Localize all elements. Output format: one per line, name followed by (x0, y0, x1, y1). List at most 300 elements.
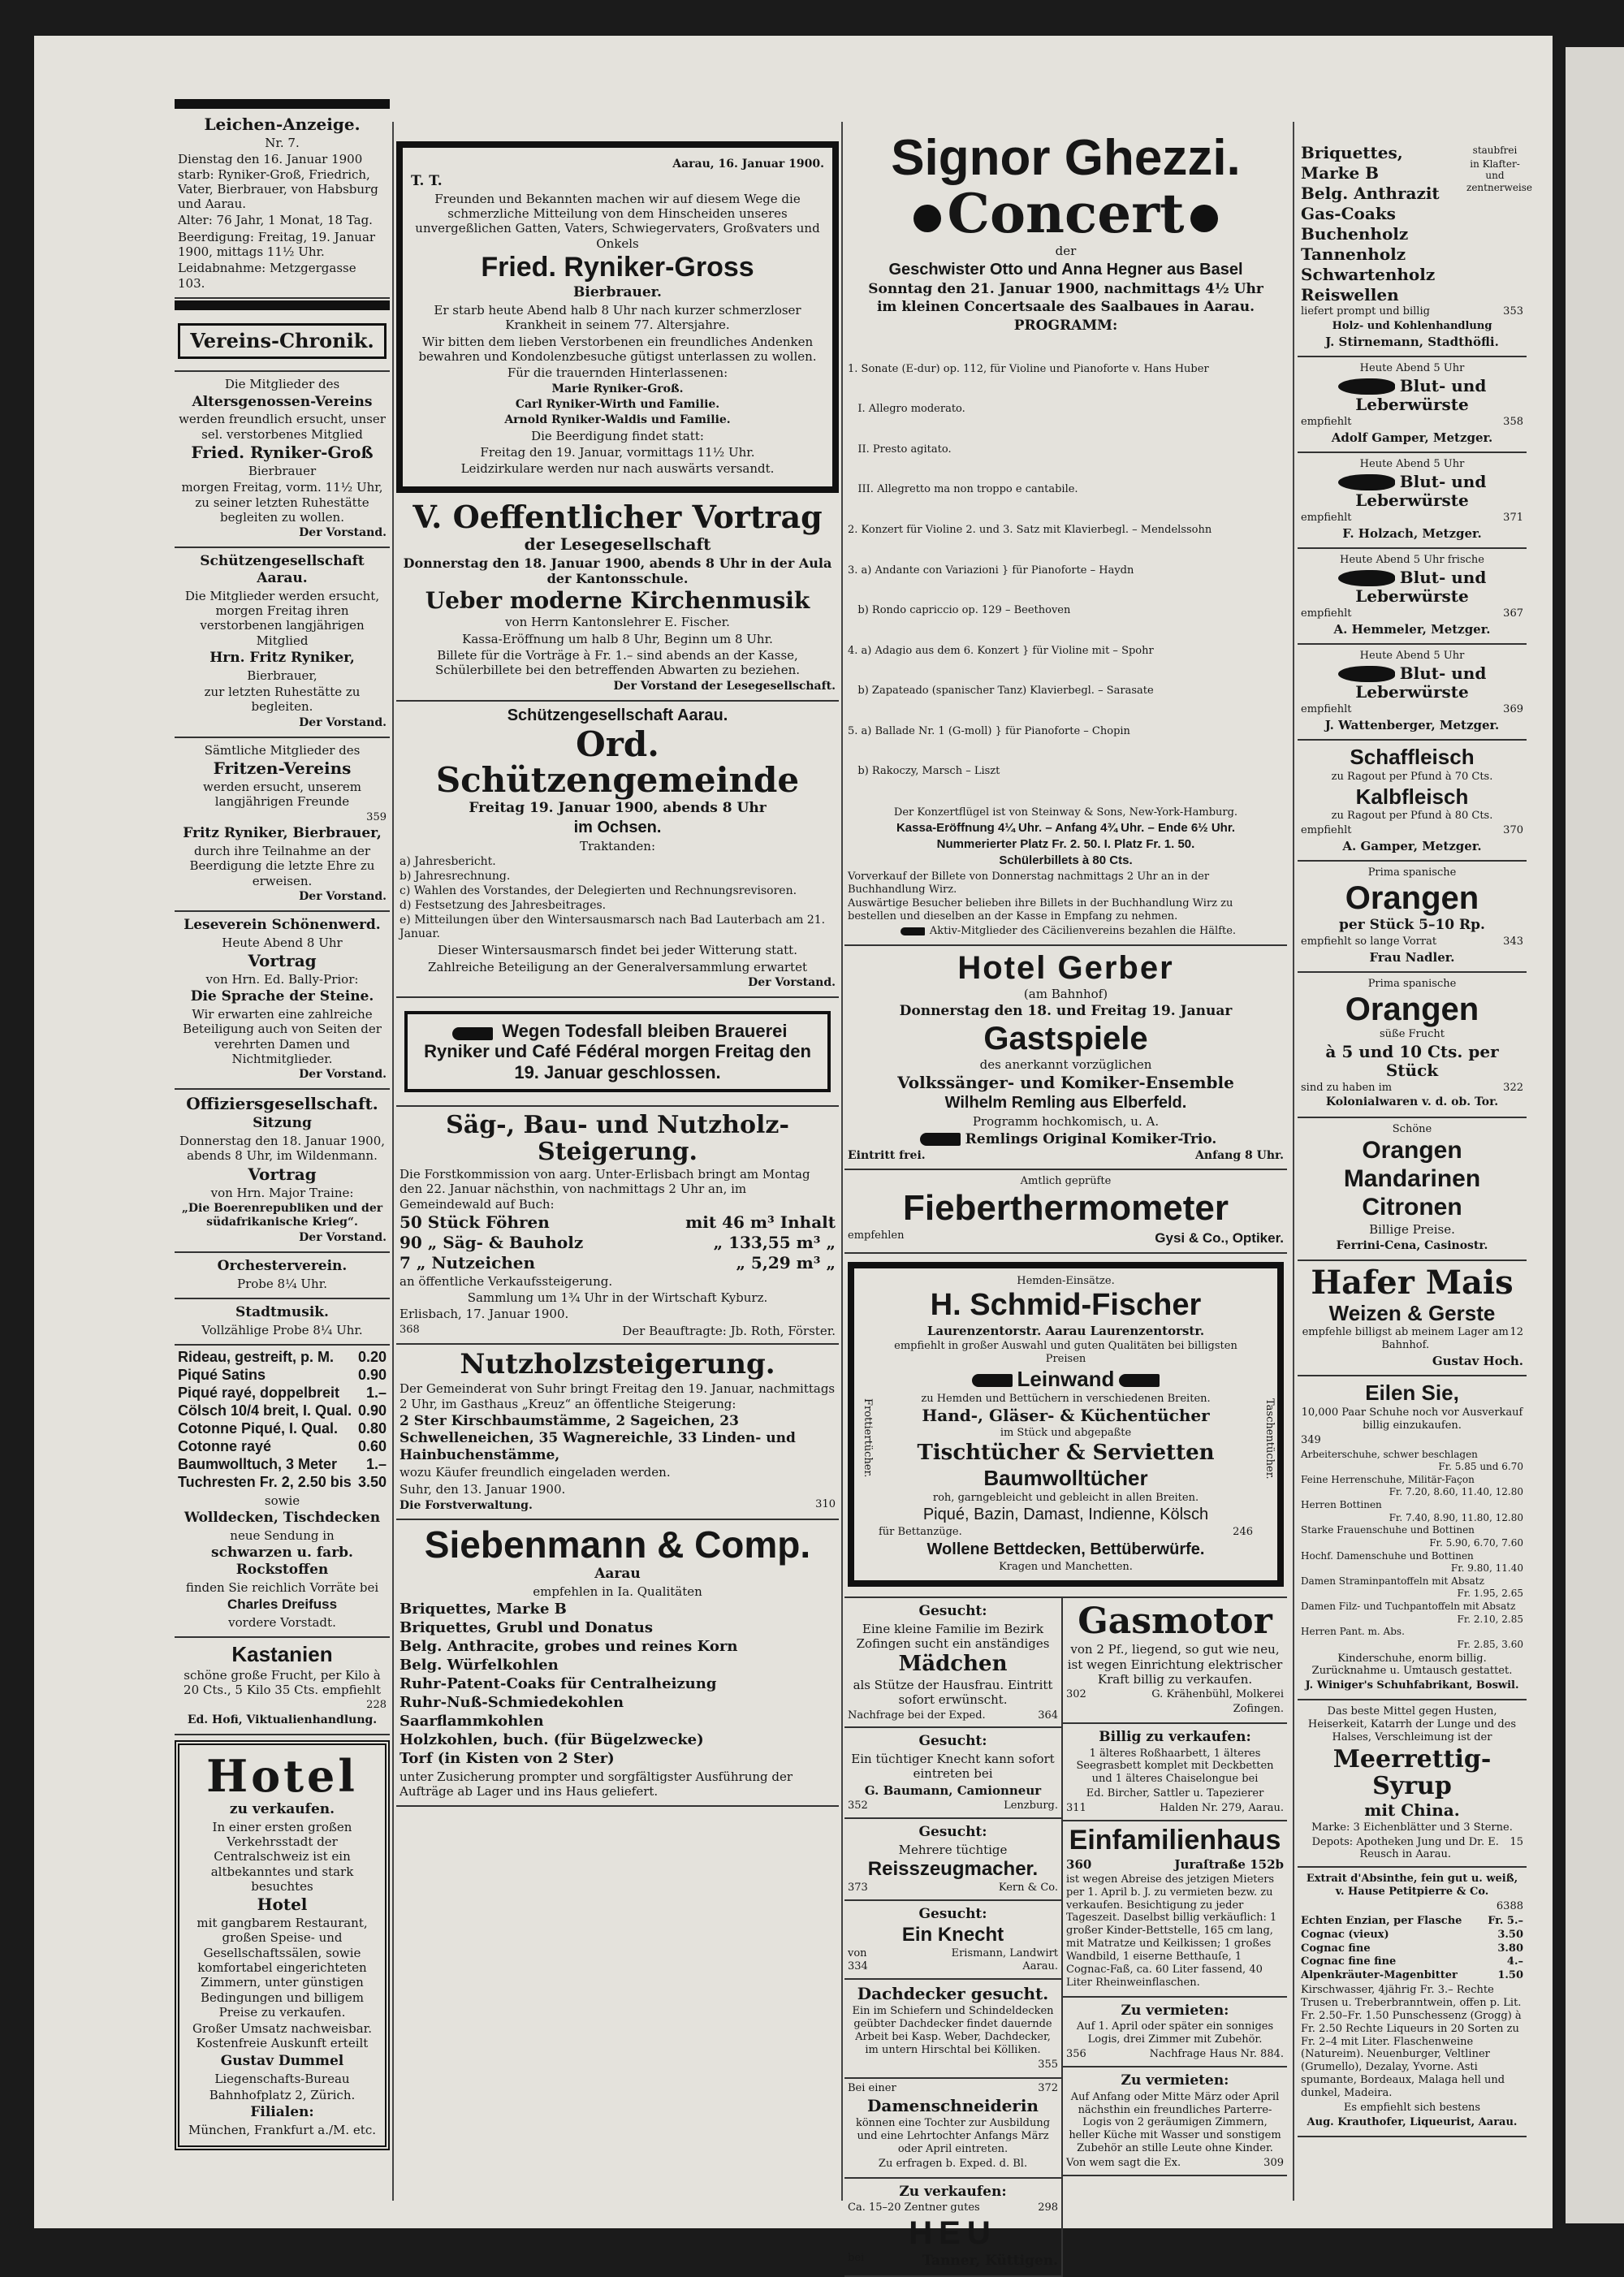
ad-topic: Die Sprache der Steine. (190, 988, 374, 1005)
ad-text: Anfang 8 Uhr. (1195, 1149, 1284, 1163)
ad-title: Siebenmann & Comp. (424, 1523, 811, 1566)
ad-text: Eintritt frei. (848, 1149, 926, 1163)
ad-text: Der Konzertflügel ist von Steinway & Sons, New-York-Hamburg. (893, 806, 1238, 819)
price-item: Cotonne rayé (178, 1438, 272, 1455)
ad-number: 302 (1066, 1688, 1086, 1701)
ad-firm: Gustav Dummel (220, 2052, 344, 2069)
ad-signature: Der Vorstand. (299, 1068, 387, 1082)
shoe-item: Herren Pant. m. Abs. (1301, 1626, 1405, 1638)
ad-text: wozu Käufer freundlich eingeladen werden. (400, 1465, 671, 1480)
ad-title: Dachdecker gesucht. (857, 1984, 1049, 2004)
ad-title: Blut- und Leberwürste (1355, 567, 1487, 606)
ad-number: 343 (1503, 935, 1523, 948)
pointing-hand-icon (452, 1027, 493, 1040)
ad-text: Programm hochkomisch, u. A. (972, 1114, 1160, 1130)
notice-text: Wegen Todesfall bleiben Brauerei Ryniker und Café Fédéral morgen Freitag den 19. Januar geschlossen. (424, 1021, 811, 1082)
ad-text: Bierbrauer. (573, 284, 662, 301)
ad-footer (1301, 935, 1523, 948)
ad-firm: Frau Nadler. (1369, 949, 1455, 965)
ad-text: bei (848, 2252, 865, 2265)
ad-signature: Der Beauftragte: Jb. Roth, Förster. (622, 1323, 836, 1338)
ad-footer (1066, 1688, 1284, 1701)
ad-footer (400, 1498, 836, 1514)
ornament-icon (914, 205, 941, 232)
coal-item: Belg. Würfelkohlen (400, 1657, 559, 1674)
rule-bar (175, 300, 390, 310)
dreifuss-price-list (175, 1346, 390, 1638)
ad-text: Alter: 76 Jahr, 1 Monat, 18 Tag. (178, 213, 373, 228)
ad-text: von (848, 1947, 867, 1960)
ad-text: werden ersucht, unserem langjährigen Freunde (203, 779, 361, 810)
ad-text: Es empfiehlt sich bestens (1343, 2101, 1481, 2114)
ad-number: 371 (1503, 511, 1523, 524)
ad-title: Kalbfleisch (1355, 784, 1469, 809)
coal-item: Briquettes, Grubl und Donatus (400, 1619, 653, 1637)
fuel-item: Belg. Anthrazit (1301, 184, 1440, 203)
column-rule (841, 122, 843, 2201)
meerrettig-ad (1298, 1700, 1527, 1868)
price-item: Tuchresten Fr. 2, 2.50 bis (178, 1473, 352, 1490)
ad-title: Reisszeugmacher. (867, 1857, 1039, 1880)
ad-text: Vollzählige Probe 8¼ Uhr. (201, 1323, 363, 1338)
ad-text: Depots: Apotheken Jung und Dr. E. Reusch in Aarau. (1311, 1835, 1499, 1861)
shoe-item: Starke Frauenschuhe und Bottinen (1301, 1524, 1475, 1536)
ad-signature: Die Forstverwaltung. (400, 1498, 533, 1512)
price-value: 0.90 (357, 1367, 387, 1384)
pointing-hand-icon (920, 1133, 961, 1146)
ad-text: sind zu haben im (1301, 1081, 1393, 1094)
ad-heading: Vortrag (248, 1164, 317, 1184)
shoe-item: Damen Straminpantoffeln mit Absatz (1301, 1575, 1484, 1587)
ad-text: zu Hemden und Bettüchern in verschiedenen Breiten. (921, 1392, 1211, 1405)
damenschneiderin-ad (844, 2079, 1061, 2178)
ad-text: Dieser Wintersausmarsch findet bei jeder Witterung statt. (438, 943, 797, 958)
ad-text: Bei einer (848, 2082, 896, 2095)
ad-text: Filialen: (250, 2104, 314, 2121)
program-item: 1. Sonate (E-dur) op. 112, für Violine und Pianoforte v. Hans Huber (848, 362, 1209, 375)
ad-signature: Der Vorstand. (299, 526, 387, 540)
ad-text: Billige Preise. (1369, 1222, 1455, 1238)
liquor-price: Fr. 5.– (1488, 1914, 1523, 1927)
ad-heading: der Lesegesellschaft (524, 534, 711, 554)
program-list (848, 336, 1284, 805)
ad-text: Zahlreiche Beteiligung an der Generalversammlung erwartet (428, 959, 807, 974)
ad-footer (1301, 1836, 1523, 1862)
ad-text: Wolldecken, Tischdecken (184, 1510, 381, 1527)
column-1 (175, 97, 390, 2160)
ad-text: schwarzen u. farb. Rockstoffen (211, 1545, 353, 1578)
ad-text: roh, garngebleicht und gebleicht in allen Breiten. (932, 1491, 1199, 1504)
liquor-row (1301, 1915, 1523, 1928)
ad-number: 309 (1263, 2156, 1284, 2169)
maedchen-ad (844, 1598, 1061, 1728)
ad-text: Wilhelm Remling aus Elberfeld. (944, 1094, 1187, 1113)
ad-price: à 5 und 10 Cts. per Stück (1325, 1041, 1499, 1080)
ad-text: vordere Vorstadt. (228, 1614, 336, 1630)
ad-text: können eine Tochter zur Ausbildung und eine Lehrtochter Anfangs März oder April eintreten. (855, 2117, 1051, 2155)
ad-footer (1301, 607, 1523, 620)
ad-heading: Tischtücher & Servietten (917, 1441, 1215, 1466)
liquor-item: Cognac fine (1301, 1942, 1371, 1955)
ad-text: Ein tüchtiger Knecht kann sofort eintreten bei (851, 1752, 1055, 1782)
price-row (178, 1385, 387, 1402)
shoe-row (1301, 1626, 1523, 1638)
ad-signature: Der Vorstand. (748, 976, 836, 989)
shoe-row (1301, 1524, 1523, 1536)
price-row (178, 1474, 387, 1492)
ad-text: Kassa-Eröffnung um halb 8 Uhr, Beginn um 8 Uhr. (462, 631, 773, 646)
ad-text: zu Ragout per Pfund à 70 Cts. (1331, 770, 1493, 783)
ad-title: Eilen Sie, (1365, 1380, 1459, 1406)
ad-text: für Bettanzüge. (879, 1526, 962, 1539)
ad-firm: J. Winiger's Schuhfabrikant, Boswil. (1305, 1679, 1519, 1692)
ad-text: Der Gemeinderat von Suhr bringt Freitag den 19. Januar, nachmittags 2 Uhr, im Gasthaus „Kreuz“ an öffentliche Steigerung: (400, 1381, 836, 1411)
ad-text: Ein im Schiefern und Schindeldecken geübter Dachdecker findet dauernde Arbeit bei Kasp. Weber, Dachdecker, im untern Hirschtal bei Kölliken. (852, 2005, 1054, 2056)
ad-text: Nachfrage bei der Exped. (848, 1709, 986, 1722)
price-value: 0.60 (357, 1438, 387, 1455)
side-label: Frottiertücher. (862, 1398, 874, 1478)
liquor-list (1301, 1915, 1523, 1982)
shoe-price: Fr. 9.80, 11.40 (1450, 1562, 1523, 1575)
ad-signature: Der Vorstand. (299, 889, 387, 903)
timber-row (400, 1234, 836, 1252)
ad-text: Er starb heute Abend halb 8 Uhr nach kurzer schmerzloser Krankheit in seinem 77. Altersjahre. (434, 303, 801, 333)
ad-text: des anerkannt vorzüglichen (979, 1057, 1152, 1073)
orangen-ad-1 (1298, 862, 1527, 973)
ad-text: Die Mitglieder werden ersucht, morgen Freitag ihren verstorbenen langjährigen Mitglied (184, 588, 380, 648)
ad-text: ist wegen Abreise des jetzigen Mieters per 1. April b. J. zu vermieten bezw. zu verkaufen. Besichtigung zu jeder Tageszeit. Daselbst billig verkäuflich: 1 großer Kinder-Bettstelle, 165 cm lang, mit Matratze und Keilkissen; 1 großes Wandbild, 1 eiserne Betthauſe, 1 Cognac-Faß, ca. 60 Liter fassend, 40 Liter Rheinweinflaschen. (1066, 1873, 1277, 1989)
siebenmann-ad (396, 1520, 839, 1808)
ad-title: Blut- und Leberwürste (1355, 471, 1487, 510)
ad-text: München, Frankfurt a./M. etc. (188, 2122, 376, 2137)
ad-text: durch ihre Teilnahme an der Beerdigung die letzte Ehre zu erweisen. (189, 844, 375, 888)
ad-text: empfehlen in Ia. Qualitäten (533, 1584, 702, 1599)
ad-text: Suhr, den 13. Januar 1900. (400, 1481, 566, 1497)
concert-title: Concert (947, 182, 1185, 246)
ad-text: (am Bahnhof) (1023, 987, 1108, 1002)
hotel-sale-ad (175, 1740, 390, 2150)
ad-footer (400, 1324, 836, 1338)
ad-text: staubfrei (1472, 145, 1518, 156)
ad-text: Donnerstag den 18. Januar 1900, abends 8 Uhr, im Wildenmann. (179, 1134, 386, 1164)
ad-number: 356 (1066, 2048, 1086, 2061)
ad-text: Wir erwarten eine zahlreiche Beteiligung auch von Seiten der verehrten Damen und Nichtmitglieder. (183, 1007, 382, 1067)
ad-heading: Extrait d'Absinthe, fein gut u. weiß, v. Hause Petitpierre & Co. (1306, 1873, 1518, 1899)
price-item: Piqué Satins (178, 1367, 266, 1384)
fuel-item: Buchenholz (1301, 224, 1409, 244)
ad-text: Sonntag den 21. Januar 1900, nachmittags 4½ Uhr (868, 280, 1263, 297)
ad-title: Hotel (206, 1750, 358, 1803)
holz-steigerung-ad (396, 1107, 839, 1345)
agenda-item: d) Festsetzung des Jahresbeitrages. (400, 899, 607, 913)
ad-heading: Vortrag (248, 951, 317, 971)
ad-text: empfiehlt so lange Vorrat (1301, 935, 1437, 948)
leichen-anzeige (175, 110, 390, 299)
ad-text: Nachfrage Haus Nr. 884. (1149, 2048, 1284, 2061)
ad-text: 1 älteres Roßhaarbett, 1 älteres Seegrasbett komplet mit Deckbetten und 1 älteres Chaiselongue bei (1076, 1747, 1274, 1786)
ad-number: 372 (1038, 2082, 1059, 2095)
small-ads-right (1063, 1598, 1287, 2277)
ad-firm: A. Hemmeler, Metzger. (1333, 621, 1491, 637)
column-3 (844, 97, 1287, 2270)
hafer-mais-ad (1298, 1261, 1527, 1377)
price-item: Cotonne Piqué, I. Qual. (178, 1420, 339, 1437)
timber-row (400, 1254, 836, 1272)
ad-title: Zu vermieten: (1121, 2072, 1229, 2089)
ad-text: empfiehlt (1301, 415, 1352, 428)
column-2 (396, 97, 839, 2160)
ad-topic: Ueber moderne Kirchenmusik (425, 586, 810, 614)
liquor-item: Alpenkräuter-Magenbitter (1301, 1969, 1458, 1982)
timber-item: 50 Stück Föhren (400, 1212, 550, 1232)
price-item: Rideau, gestreift, p. M. (178, 1349, 335, 1366)
ad-footer (1301, 512, 1523, 525)
ad-title: Zu vermieten: (1121, 2002, 1229, 2019)
timber-volume: „ 133,55 m³ „ (713, 1232, 836, 1252)
ad-title: Altersgenossen-Vereins (192, 393, 373, 410)
ad-number: 12 (1510, 1326, 1523, 1339)
coal-item: Holzkohlen, buch. (für Bügelzwecke) (400, 1730, 704, 1748)
program-item: II. Presto agitato. (848, 443, 952, 456)
ad-heading: Volkssänger- und Komiker-Ensemble (897, 1073, 1234, 1093)
ad-footer (1301, 305, 1523, 318)
hotel-gerber-ad (844, 946, 1287, 1170)
ad-text: Gesucht: (918, 1823, 987, 1840)
ad-text: Heute Abend 5 Uhr frische (1340, 554, 1484, 567)
ad-number: 310 (815, 1497, 836, 1510)
shoe-item: Arbeiterschuhe, schwer beschlagen (1301, 1448, 1478, 1460)
ad-text: von Hrn. Major Traine: (210, 1185, 354, 1200)
ad-text: Eine kleine Familie im Bezirk Zofingen sucht ein anständiges (856, 1621, 1050, 1652)
todesanzeige-ryniker (396, 141, 839, 493)
shoe-price: Fr. 1.95, 2.65 (1457, 1588, 1523, 1600)
ad-signature: Der Vorstand. (299, 1231, 387, 1245)
ad-text: unter Zusicherung prompter und sorgfältigster Ausführung der Aufträge ab Lager und ins Haus geliefert. (400, 1769, 793, 1800)
timber-volume: „ 5,29 m³ „ (736, 1252, 836, 1272)
ad-text: Prima spanische (1367, 866, 1457, 879)
price-row (178, 1402, 387, 1420)
ad-text: Zu erfragen b. Exped. d. Bl. (878, 2157, 1028, 2170)
blutwurst-ad-1 (1298, 357, 1527, 453)
program-item: b) Zapateado (spanischer Tanz) Klavierbegl. – Sarasate (848, 685, 1154, 698)
ad-number: 367 (1503, 607, 1523, 620)
ad-title: Hafer Mais (1311, 1263, 1514, 1302)
liquor-price: 3.50 (1497, 1928, 1523, 1941)
ad-text: Donnerstag den 18. Januar 1900, abends 8 Uhr in der Aula der Kantonsschule. (403, 555, 832, 587)
ad-text: Zu verkaufen: (899, 2183, 1007, 2200)
price-item: Baumwolltuch, 3 Meter (178, 1456, 338, 1473)
ad-firm: G. Krähenbühl, Molkerei (1151, 1688, 1284, 1701)
ad-address: Halden Nr. 279, Aarau. (1160, 1802, 1284, 1815)
ad-address: Juraſtraße 152b (1174, 1856, 1284, 1872)
ad-body (1301, 1326, 1523, 1352)
ad-heading: Wollene Bettdecken, Bettüberwürfe. (926, 1540, 1205, 1559)
ad-text: Gesucht: (918, 1733, 987, 1750)
ad-number: 298 (1038, 2201, 1059, 2214)
ad-text: empfiehlt (1301, 607, 1352, 620)
ad-firm: Ed. Bircher, Sattler u. Tapezierer (1086, 1787, 1264, 1800)
ad-title: Damenschneiderin (867, 2096, 1039, 2116)
ad-text: von Hrn. Ed. Bally-Prior: (205, 972, 359, 987)
ad-person: Fritz Ryniker, Bierbrauer, (183, 825, 382, 842)
ad-number: 6388 (1496, 1900, 1523, 1913)
timber-row (400, 1213, 836, 1232)
ad-text: Heute Abend 5 Uhr (1359, 362, 1465, 375)
fuel-item: Tannenholz (1301, 244, 1406, 264)
altersgenossen-ad (175, 372, 390, 548)
ad-title: Blut- und Leberwürste (1355, 663, 1487, 702)
ad-person: Fried. Ryniker-Groß (191, 442, 374, 462)
ad-text: Sammlung um 1¾ Uhr in der Wirtschaft Kyburz. (467, 1290, 768, 1306)
einfamilienhaus-ad (1063, 1821, 1287, 1998)
ad-text: Billete für die Vorträge à Fr. 1.– sind abends an der Kasse, Schülerbillete bei den betreffenden Abwarten zu beziehen. (434, 648, 801, 678)
ad-footer (1066, 2157, 1284, 2170)
lesegesellschaft-vortrag (396, 496, 839, 702)
coal-item: Ruhr-Patent-Coaks für Centralheizung (400, 1675, 717, 1693)
ad-text: empfiehlt (1301, 702, 1352, 715)
ad-text: Die Beerdigung findet statt: (531, 428, 704, 443)
ad-number: 373 (848, 1882, 868, 1895)
ad-number: 322 (1503, 1081, 1523, 1094)
program-heading: PROGRAMM: (1013, 318, 1118, 335)
ad-title: Mandarinen (1343, 1165, 1481, 1193)
ad-number: 246 (1233, 1526, 1253, 1539)
program-item: 4. a) Adagio aus dem 6. Konzert } für Violine mit – Spohr (848, 644, 1154, 657)
ad-number: 364 (1038, 1709, 1059, 1722)
shoe-item: Herren Bottinen (1301, 1499, 1382, 1511)
pointing-hand-icon (1119, 1374, 1160, 1387)
ad-title: Weizen & Gerste (1328, 1300, 1496, 1325)
ad-text: Auf 1. April oder später ein sonniges Logis, drei Zimmer mit Zubehör. (1076, 2020, 1274, 2046)
shoe-price: Fr. 2.10, 2.85 (1457, 1613, 1523, 1625)
ad-text: Heute Abend 8 Uhr (222, 935, 343, 950)
offiziersgesellschaft-ad (175, 1090, 390, 1253)
ad-firm: Kolonialwaren v. d. ob. Tor. (1325, 1095, 1499, 1109)
stadtmusik-ad (175, 1299, 390, 1346)
ad-heading: Hotel (257, 1895, 308, 1915)
ad-text: Aarau. (1022, 1960, 1059, 1973)
ad-address: Laurenzentorstr. Aarau Laurenzentorstr. (926, 1323, 1205, 1338)
timber-item: 90 „ Säg- & Bauholz (400, 1232, 584, 1252)
ad-text: Freitag 19. Januar 1900, abends 8 Uhr (469, 799, 767, 816)
ad-heading: Schützengesellschaft Aarau. (507, 706, 728, 724)
ad-text: Lenzburg. (1004, 1800, 1059, 1813)
vermieten-ad-1 (1063, 1998, 1287, 2067)
column-rule (1293, 122, 1294, 2201)
shoe-price: Fr. 5.90, 6.70, 7.60 (1429, 1536, 1523, 1549)
schmid-fischer-ad (844, 1254, 1287, 1598)
agenda-item: c) Wahlen des Vorstandes, der Delegierten und Rechnungsrevisoren. (400, 884, 797, 898)
ad-text: Liegenschafts-Bureau (214, 2071, 350, 2086)
ad-text: als Stütze der Hausfrau. Eintritt sofort erwünscht. (853, 1678, 1053, 1708)
ad-text: empfehle billigst ab meinem Lager am Bahnhof. (1302, 1326, 1509, 1352)
ad-footer (848, 1709, 1058, 1722)
ad-text: Amtlich geprüfte (1020, 1175, 1112, 1188)
section-title: Vereins-Chronik. (178, 323, 387, 359)
price-row (178, 1420, 387, 1438)
program-item: b) Rondo capriccio op. 129 – Beethoven (848, 604, 1071, 617)
ad-title: HEU (909, 2215, 997, 2252)
coal-list (400, 1601, 836, 1768)
ad-number: 349 (1301, 1433, 1321, 1446)
ad-text: Heute Abend 5 Uhr (1359, 650, 1465, 663)
ad-text: Auswärtige Besucher belieben ihre Billets in der Buchhandlung Wirz zu bestellen und dieselben an der Kasse in Empfang zu nehmen. (848, 897, 1233, 923)
ghezzi-concert-ad (844, 97, 1287, 946)
ad-text: der (1055, 244, 1077, 259)
ad-text: Vorverkauf der Billete von Donnerstag nachmittags 2 Uhr an in der Buchhandlung Wirz. (848, 870, 1210, 896)
billig-verkaufen-ad (1063, 1724, 1287, 1821)
ad-text: zu Ragout per Pfund à 80 Cts. (1331, 810, 1493, 823)
liquor-row (1301, 1969, 1523, 1982)
ad-text: Gesucht: (918, 1603, 987, 1620)
ad-text: Ca. 15–20 Zentner gutes (848, 2201, 980, 2214)
ad-firm: Ferrini-Cena, Casinostr. (1336, 1238, 1488, 1252)
liquor-price: 1.50 (1497, 1969, 1523, 1982)
ad-title: Schaffleisch (1350, 745, 1475, 770)
ad-topic: „Die Boerenrepubliken und der südafrikanische Krieg“. (181, 1202, 383, 1229)
price-row (178, 1438, 387, 1456)
side-label: Taschentücher. (1263, 1398, 1276, 1480)
fuel-item: Gas-Coaks (1301, 204, 1396, 223)
ad-title: Säg-, Bau- und Nutzholz-Steigerung. (446, 1110, 789, 1166)
mourner-name: Arnold Ryniker-Waldis und Familie. (504, 413, 731, 426)
liquor-item: Cognac (vieux) (1301, 1928, 1389, 1941)
liquor-item: Echten Enzian, per Flasche (1301, 1914, 1462, 1927)
blutwurst-ad-4 (1298, 645, 1527, 741)
vereins-chronik-header (175, 312, 390, 372)
ad-text: schöne große Frucht, per Kilo à 20 Cts., 5 Kilo 35 Cts. empfiehlt (184, 1667, 381, 1697)
ad-firm: A. Gamper, Metzger. (1342, 838, 1482, 853)
coal-item: Briquettes, Marke B (400, 1601, 567, 1618)
agenda-item: e) Mitteilungen über den Wintersausmarsch nach Bad Lauterbach am 21. Januar. (400, 914, 826, 941)
ad-text: Kassa-Eröffnung 4¼ Uhr. – Anfang 4¾ Uhr. – Ende 6½ Uhr. (896, 820, 1236, 835)
shoe-row (1301, 1474, 1523, 1486)
ad-title: Citronen (1362, 1194, 1462, 1221)
ad-text: morgen Freitag, vorm. 11½ Uhr, zu seiner letzten Ruhestätte begleiten zu wollen. (181, 480, 383, 525)
mourner-name: Carl Ryniker-Wirth und Familie. (515, 397, 720, 411)
ad-text: In einer ersten großen Verkehrsstadt der Centralschweiz ist ein altbekanntes und stark besuchtes (210, 1819, 354, 1894)
price-value: 0.80 (357, 1420, 387, 1437)
ad-text: werden freundlich ersucht, unser sel. verstorbenes Mitglied (179, 412, 386, 442)
ad-title: Meerrettig-Syrup (1332, 1744, 1492, 1800)
fuel-item: Briquettes, Marke B (1301, 143, 1403, 183)
ad-heading: Leinwand (1017, 1367, 1115, 1391)
ad-title: Schützengesellschaft Aarau. (200, 553, 365, 586)
shoe-item: Damen Filz- und Tuchpantoffeln mit Absatz (1301, 1601, 1516, 1613)
schaffleisch-ad (1298, 741, 1527, 862)
ad-text: Piqué, Bazin, Damast, Indienne, Kölsch (922, 1506, 1209, 1524)
next-page-edge (1566, 47, 1624, 2223)
ad-number: 359 (366, 810, 387, 823)
ad-body (1301, 143, 1533, 305)
ad-firm: Gustav Hoch. (1432, 1354, 1523, 1369)
program-item: b) Rakoczy, Marsch – Liszt (848, 765, 1000, 778)
ad-number: 358 (1503, 415, 1523, 428)
ad-title: Ord. Schützengemeinde (435, 724, 800, 800)
ad-text: Nummerierter Platz Fr. 2. 50. I. Platz Fr. 1. 50. (936, 837, 1195, 852)
ad-title: Orangen (1362, 1137, 1462, 1164)
ad-number: 334 (848, 1960, 868, 1973)
ad-text: Schülerbillets à 80 Cts. (999, 853, 1133, 868)
ad-text: in Klafter- und zentnerweise (1466, 158, 1533, 193)
stirnemann-ad (1298, 97, 1533, 357)
ad-title: Ein Knecht (901, 1923, 1004, 1946)
ad-text: finden Sie reichlich Vorräte bei (185, 1579, 379, 1595)
liquor-price: 3.80 (1497, 1942, 1523, 1955)
ad-footer (1301, 1082, 1523, 1095)
schuetzengemeinde-ad (396, 702, 839, 998)
ad-footer (848, 1947, 1058, 1960)
